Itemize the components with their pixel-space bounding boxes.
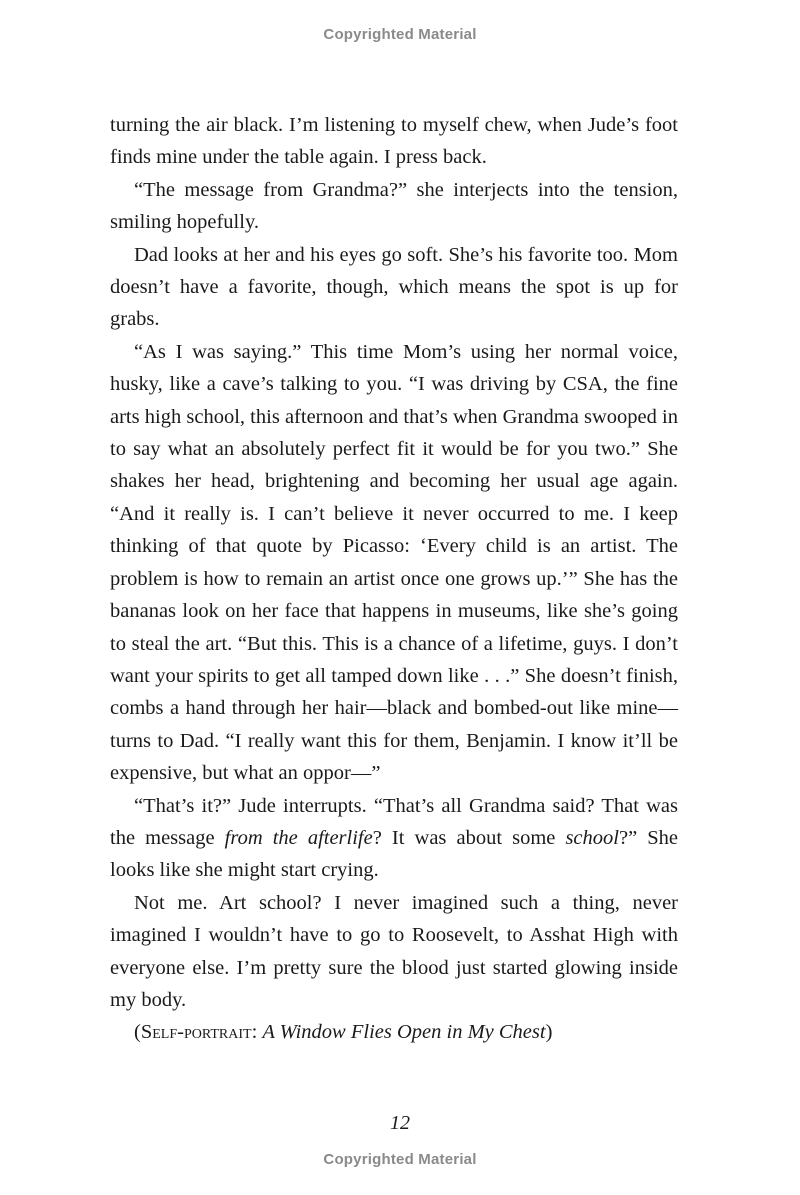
paragraph-2: “The message from Grandma?” she interjects into the tension, smiling hopefully. (110, 178, 678, 234)
self-portrait-colon: : (251, 1021, 263, 1044)
self-portrait-open-paren: ( (134, 1021, 141, 1044)
paragraph-5-text-e: ?” She looks like she might start crying. (110, 826, 678, 882)
page-number: 12 (390, 1112, 410, 1134)
paragraph-7 (110, 1016, 678, 1048)
paragraph-5 (110, 790, 678, 887)
paragraph-4: “As I was saying.” This time Mom’s using her normal voice, husky, like a cave’s talking to you. “I was driving by CSA, the fine arts high school, this afternoon and that’s when Grandma swooped in to say what an absolutely perfect fit it would be for you two.” She shakes her head, brightening and becoming her usual age again. “And it really is. I can’t believe it never occurred to me. I keep thinking of that quote by Picasso: ‘Every child is an artist. The problem is how to remain an artist once one grows up.’” She has the bananas look on her face that happens in museums, like she’s going to steal the art. “But this. This is a chance of a lifetime, guys. I don’t want your spirits to get all tamped down like . . .” She doesn’t finish, combs a hand through her hair—black and bombed-out like mine—turns to Dad. “I really want this for them, Benjamin. I know it’ll be expensive, but what an oppor—” (110, 340, 678, 785)
copyright-watermark-bottom: Copyrighted Material (323, 1151, 477, 1168)
paragraph-3: Dad looks at her and his eyes go soft. She’s his favorite too. Mom doesn’t have a favorite, though, which means the spot is up for grabs. (110, 243, 678, 331)
self-portrait-title: A Window Flies Open in My Chest (262, 1021, 546, 1044)
paragraph-1: turning the air black. I’m listening to myself chew, when Jude’s foot finds mine under the table again. I press back. (110, 114, 678, 169)
copyright-watermark-top: Copyrighted Material (323, 26, 477, 43)
paragraph-5-emphasis-school: school (565, 826, 619, 849)
paragraph-5-text-c: ? It was about some (372, 826, 566, 849)
body-text (110, 109, 678, 1049)
paragraph-5-text-a: “That’s it?” Jude interrupts. “That’s all Grandma said? That was the message (110, 794, 678, 849)
self-portrait-close-paren: ) (545, 1021, 553, 1044)
paragraph-6: Not me. Art school? I never imagined such a thing, never imagined I wouldn’t have to go to Roosevelt, to Asshat High with everyone else. I’m pretty sure the blood just started glowing inside my body. (110, 891, 678, 1011)
self-portrait-label: Self-portrait (140, 1021, 252, 1044)
paragraph-5-emphasis-afterlife: from the afterlife (224, 826, 373, 849)
